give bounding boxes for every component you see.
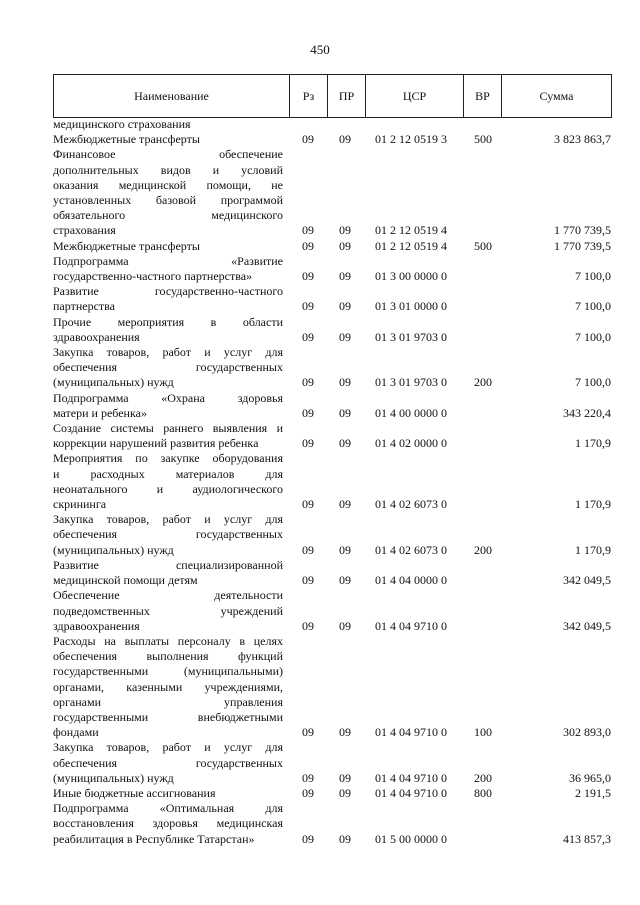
pr-cell: 09 (339, 405, 351, 420)
row-name-line: Подпрограмма «Развитие (53, 253, 283, 268)
rz-cell: 09 (302, 238, 314, 253)
row-name-line: матери и ребенка» (53, 405, 147, 420)
table-row (53, 634, 613, 740)
row-name-line: обеспечения выполнения функций (53, 649, 283, 664)
csr-cell: 01 4 00 0000 0 (375, 405, 447, 420)
csr-cell: 01 5 00 0000 0 (375, 831, 447, 846)
table-row (53, 740, 613, 786)
rz-cell: 09 (302, 497, 314, 512)
csr-cell: 01 4 02 0000 0 (375, 436, 447, 451)
pr-cell: 09 (339, 725, 351, 740)
csr-cell: 01 4 04 9710 0 (375, 618, 447, 633)
row-name-line: Обеспечение деятельности (53, 588, 283, 603)
page-number: 450 (310, 42, 330, 57)
table-row (53, 558, 613, 588)
row-name-line: (муниципальных) нужд (53, 542, 174, 557)
row-name-line: медицинского страхования (53, 117, 191, 131)
rz-cell: 09 (302, 785, 314, 800)
csr-cell: 01 4 04 9710 0 (375, 785, 447, 800)
table-row (53, 421, 613, 451)
row-name-line: восстановления здоровья медицинская (53, 816, 283, 831)
table-row (53, 315, 613, 345)
row-name-line: здравоохранения (53, 329, 140, 344)
pr-cell: 09 (339, 542, 351, 557)
row-name-line: государственными (муниципальными) (53, 664, 283, 679)
rz-cell: 09 (302, 269, 314, 284)
csr-cell: 01 2 12 0519 3 (375, 132, 447, 147)
pr-cell: 09 (339, 329, 351, 344)
pr-cell: 09 (339, 238, 351, 253)
rz-cell: 09 (302, 375, 314, 390)
row-name-line: Межбюджетные трансферты (53, 238, 200, 253)
pr-cell: 09 (339, 132, 351, 147)
row-name-line: Закупка товаров, работ и услуг для (53, 740, 283, 755)
vr-cell: 800 (474, 785, 492, 800)
row-name-line: Подпрограмма «Охрана здоровья (53, 390, 283, 405)
table-row (53, 132, 613, 147)
rz-cell: 09 (302, 831, 314, 846)
pr-cell: 09 (339, 497, 351, 512)
csr-cell: 01 3 01 9703 0 (375, 375, 447, 390)
row-name-line: Подпрограмма «Оптимальная для (53, 801, 283, 816)
table-row (53, 391, 613, 421)
rz-cell: 09 (302, 405, 314, 420)
row-name-line: неонатального и аудиологического (53, 481, 283, 496)
row-name-line: Закупка товаров, работ и услуг для (53, 345, 283, 360)
pr-cell: 09 (339, 436, 351, 451)
sum-cell: 7 100,0 (575, 375, 611, 390)
csr-cell: 01 4 02 6073 0 (375, 497, 447, 512)
sum-cell: 1 770 739,5 (554, 223, 611, 238)
table-row (53, 147, 613, 238)
sum-cell: 3 823 863,7 (554, 132, 611, 147)
column-header-vr: ВР (464, 75, 502, 118)
table-row (53, 451, 613, 512)
rz-cell: 09 (302, 725, 314, 740)
column-header-sum: Сумма (502, 75, 612, 118)
row-name-line: скрининга (53, 497, 107, 512)
row-name-line: дополнительных видов и условий (53, 162, 283, 177)
row-name-line: (муниципальных) нужд (53, 770, 174, 785)
table-row (53, 254, 613, 284)
rz-cell: 09 (302, 618, 314, 633)
row-name-line: здравоохранения (53, 618, 140, 633)
row-name-line: Прочие мероприятия в области (53, 314, 283, 329)
rz-cell: 09 (302, 542, 314, 557)
row-name-line: обеспечения государственных (53, 360, 283, 375)
sum-cell: 343 220,4 (563, 405, 611, 420)
vr-cell: 200 (474, 542, 492, 557)
rz-cell: 09 (302, 299, 314, 314)
row-name-line: Создание системы раннего выявления и (53, 421, 283, 436)
csr-cell: 01 2 12 0519 4 (375, 238, 447, 253)
row-name-line: страхования (53, 223, 116, 238)
csr-cell: 01 2 12 0519 4 (375, 223, 447, 238)
table-row (53, 801, 613, 847)
row-name-line: органами управления (53, 694, 283, 709)
table-row (53, 345, 613, 391)
pr-cell: 09 (339, 375, 351, 390)
csr-cell: 01 3 01 0000 0 (375, 299, 447, 314)
row-name-line: органами, казенными учреждениями, (53, 679, 283, 694)
row-name-line: Развитие специализированной (53, 557, 283, 572)
vr-cell: 100 (474, 725, 492, 740)
sum-cell: 7 100,0 (575, 269, 611, 284)
csr-cell: 01 3 01 9703 0 (375, 329, 447, 344)
row-name-line: (муниципальных) нужд (53, 375, 174, 390)
sum-cell: 302 893,0 (563, 725, 611, 740)
csr-cell: 01 4 04 9710 0 (375, 725, 447, 740)
pr-cell: 09 (339, 269, 351, 284)
csr-cell: 01 4 04 0000 0 (375, 573, 447, 588)
sum-cell: 7 100,0 (575, 329, 611, 344)
table-row (53, 588, 613, 634)
budget-table-body (53, 117, 613, 847)
row-name-line: установленных базовой программой (53, 193, 283, 208)
row-name-line: Расходы на выплаты персоналу в целях (53, 633, 283, 648)
row-name-line: Межбюджетные трансферты (53, 132, 200, 147)
sum-cell: 1 170,9 (575, 542, 611, 557)
csr-cell: 01 4 04 9710 0 (375, 770, 447, 785)
column-header-rz: Рз (290, 75, 328, 118)
pr-cell: 09 (339, 223, 351, 238)
pr-cell: 09 (339, 770, 351, 785)
row-name-line: коррекции нарушений развития ребенка (53, 436, 259, 451)
row-name-line: обеспечения государственных (53, 755, 283, 770)
column-header-csr: ЦСР (366, 75, 464, 118)
table-header (53, 74, 612, 118)
table-row (53, 512, 613, 558)
table-row (53, 786, 613, 801)
row-name-line: Иные бюджетные ассигнования (53, 785, 216, 800)
sum-cell: 7 100,0 (575, 299, 611, 314)
sum-cell: 342 049,5 (563, 618, 611, 633)
pr-cell: 09 (339, 785, 351, 800)
csr-cell: 01 4 02 6073 0 (375, 542, 447, 557)
sum-cell: 342 049,5 (563, 573, 611, 588)
rz-cell: 09 (302, 223, 314, 238)
row-name-line: подведомственных учреждений (53, 603, 283, 618)
table-row (53, 239, 613, 254)
column-header-name: Наименование (54, 75, 290, 118)
sum-cell: 1 770 739,5 (554, 238, 611, 253)
pr-cell: 09 (339, 831, 351, 846)
row-name-line: реабилитация в Республике Татарстан» (53, 831, 255, 846)
column-header-pr: ПР (328, 75, 366, 118)
row-name-line: государственными внебюджетными (53, 709, 283, 724)
row-name-line: оказания медицинской помощи, не (53, 177, 283, 192)
vr-cell: 200 (474, 770, 492, 785)
table-row (53, 284, 613, 314)
vr-cell: 500 (474, 132, 492, 147)
rz-cell: 09 (302, 132, 314, 147)
row-name-line: обязательного медицинского (53, 208, 283, 223)
rz-cell: 09 (302, 573, 314, 588)
sum-cell: 36 965,0 (569, 770, 611, 785)
sum-cell: 1 170,9 (575, 497, 611, 512)
row-name-line: партнерства (53, 299, 115, 314)
pr-cell: 09 (339, 618, 351, 633)
vr-cell: 500 (474, 238, 492, 253)
rz-cell: 09 (302, 770, 314, 785)
row-name-line: Финансовое обеспечение (53, 147, 283, 162)
csr-cell: 01 3 00 0000 0 (375, 269, 447, 284)
sum-cell: 1 170,9 (575, 436, 611, 451)
row-name-line: Мероприятия по закупке оборудования (53, 451, 283, 466)
rz-cell: 09 (302, 329, 314, 344)
row-name-line: государственно-частного партнерства» (53, 269, 253, 284)
rz-cell: 09 (302, 436, 314, 451)
row-name-line: Закупка товаров, работ и услуг для (53, 512, 283, 527)
vr-cell: 200 (474, 375, 492, 390)
sum-cell: 2 191,5 (575, 785, 611, 800)
pr-cell: 09 (339, 573, 351, 588)
pr-cell: 09 (339, 299, 351, 314)
row-name-line: Развитие государственно-частного (53, 284, 283, 299)
sum-cell: 413 857,3 (563, 831, 611, 846)
table-row (53, 117, 613, 132)
row-name-line: медицинской помощи детям (53, 573, 198, 588)
row-name-line: и расходных материалов для (53, 466, 283, 481)
row-name-line: обеспечения государственных (53, 527, 283, 542)
row-name-line: фондами (53, 725, 99, 740)
